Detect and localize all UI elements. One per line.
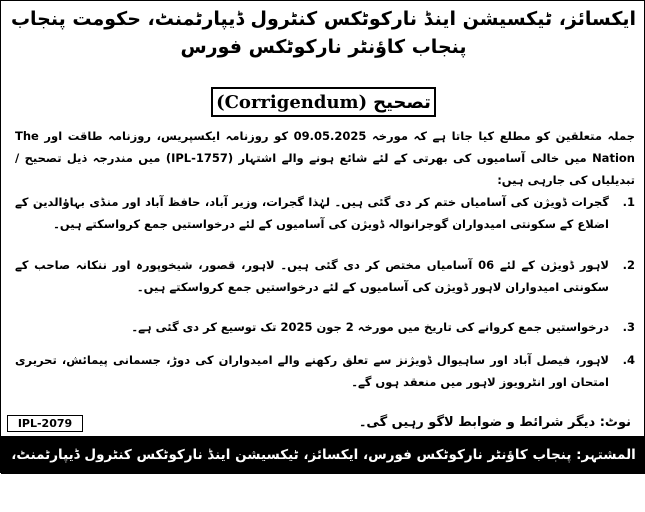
department-title: ایکسائز، ٹیکسیشن اینڈ نارکوٹکس کنٹرول ڈیپارٹمنٹ، حکومت پنجاب [10,8,637,30]
force-title: پنجاب کاؤنٹر نارکوٹکس فورس [180,36,467,58]
ipl-code-badge: IPL-2079 [7,415,83,432]
item-number: 2. [622,258,635,272]
corrigendum-english: (Corrigendum) [216,91,368,113]
item-text: درخواستیں جمع کروانے کی تاریخ میں مورخہ 2 جون 2025 تک توسیع کر دی گئی ہے۔ [131,320,609,334]
list-item [15,191,635,235]
corrigendum-heading [211,87,436,117]
item-text: لاہور، فیصل آباد اور ساہیوال ڈویژنز سے تعلق رکھنے والے امیدواران کی دوڑ، جسمانی پیمائش، تحریری امتحان اور انٹرویوز لاہور میں منعقد ہوں گے۔ [15,353,609,389]
item-text: گجرات ڈویژن کی آسامیاں ختم کر دی گئی ہیں۔ لہٰذا گجرات، وزیر آباد، حافظ آباد اور منڈی بہاؤالدین کے اضلاع کے سکونتی امیدواران گوجرانوالہ ڈویژن کی آسامیوں کے لئے درخواستیں جمع کرواسکتے ہیں۔ [15,195,609,231]
item-text: لاہور ڈویژن کے لئے 06 آسامیاں مختص کر دی گئی ہیں۔ لاہور، قصور، شیخوپورہ اور ننکانہ صاحب کے سکونتی امیدواران لاہور ڈویژن کی آسامیوں کے لئے درخواستیں جمع کرواسکتے ہیں۔ [15,258,609,294]
corrigendum-urdu: تصحیح [373,91,431,113]
item-number: 3. [622,320,635,334]
list-item [15,316,635,338]
note-text: نوٹ: دیگر شرائط و ضوابط لاگو رہیں گی۔ [358,415,631,430]
publisher-footer: المشتہر: پنجاب کاؤنٹر نارکوٹکس فورس، ایکسائز، ٹیکسیشن اینڈ نارکوٹکس کنٹرول ڈیپارٹمنٹ، حکومت پنجاب [1,436,645,474]
item-number: 4. [622,353,635,367]
list-item [15,349,635,393]
list-item [15,254,635,298]
intro-paragraph: جملہ متعلقین کو مطلع کیا جاتا ہے کہ مورخہ 09.05.2025 کو روزنامہ ایکسپریس، روزنامہ طاقت اور The Nation میں خالی آسامیوں کی بھرتی کے لئے شائع ہونے والے اشتہار (IPL-1757) میں مندرجہ ذیل تصحیح / تبدیلیاں کی جارہی ہیں: [15,129,635,187]
item-number: 1. [622,195,635,209]
